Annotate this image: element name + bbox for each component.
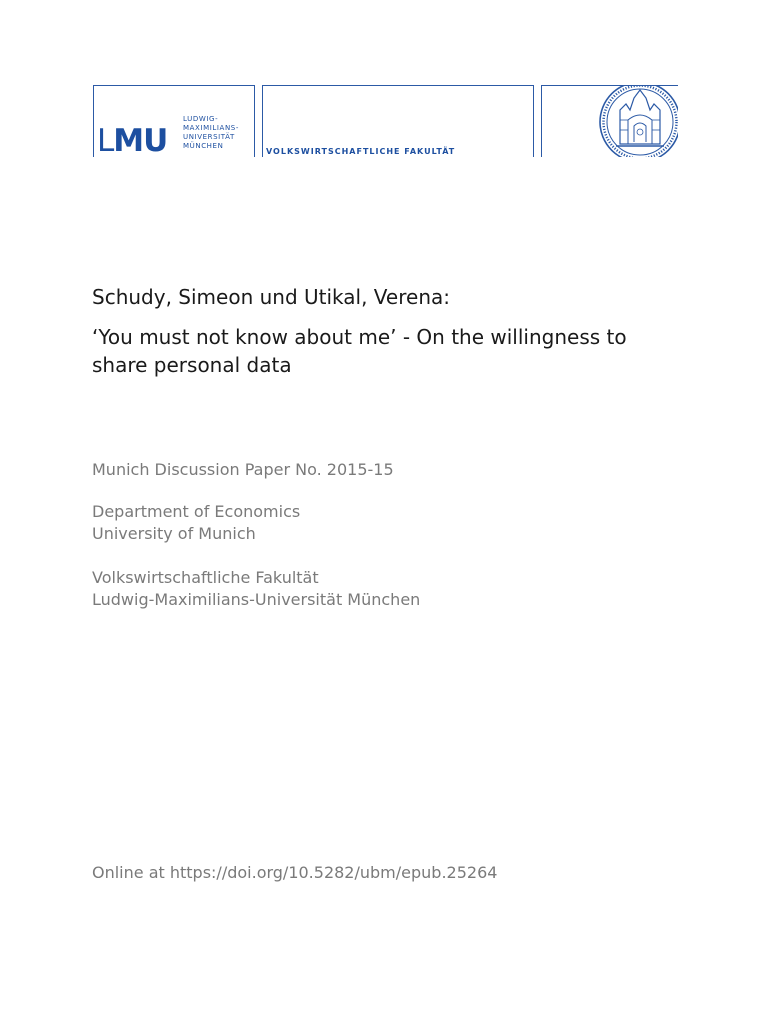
lmu-logo-box (93, 85, 255, 157)
department-info (92, 501, 300, 545)
university-name-line: MAXIMILIANS- (183, 124, 239, 132)
seal-box (541, 85, 678, 157)
department-line: Department of Economics (92, 502, 301, 521)
faculty-line: Ludwig-Maximilians-Universität München (92, 590, 421, 609)
university-name-line: LUDWIG- (183, 115, 219, 123)
paper-authors: Schudy, Simeon und Utikal, Verena: (92, 285, 450, 309)
faculty-label: VOLKSWIRTSCHAFTLICHE FAKULTÄT (266, 147, 456, 156)
faculty-info (92, 567, 420, 611)
discussion-paper-number: Munich Discussion Paper No. 2015-15 (92, 460, 394, 479)
university-name (183, 115, 239, 151)
paper-title-line: share personal data (92, 353, 292, 377)
lmu-logo-bold: MU (113, 123, 168, 159)
online-doi-link[interactable]: Online at https://doi.org/10.5282/ubm/epub.25264 (92, 863, 498, 882)
university-name-line: MÜNCHEN (183, 142, 224, 150)
lmu-logo-light: L (97, 123, 114, 159)
faculty-box (262, 85, 534, 157)
paper-title (92, 323, 692, 379)
header-banner (93, 85, 678, 157)
university-name-line: UNIVERSITÄT (183, 133, 235, 141)
faculty-line: Volkswirtschaftliche Fakultät (92, 568, 319, 587)
university-seal-icon (590, 85, 678, 157)
lmu-logo (97, 123, 168, 159)
paper-title-line: ‘You must not know about me’ - On the willingness to (92, 325, 627, 349)
department-line: University of Munich (92, 524, 256, 543)
